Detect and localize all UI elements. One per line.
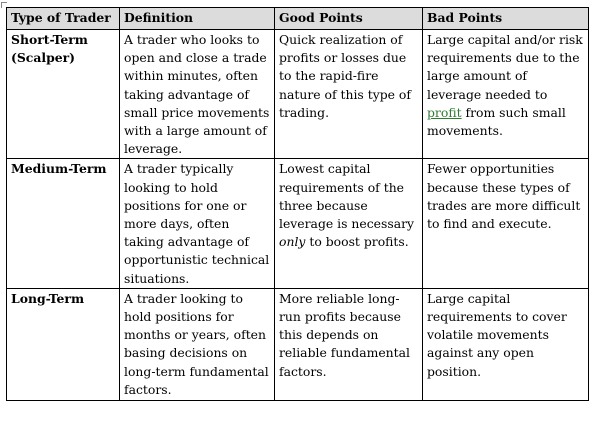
table-row	[7, 159, 589, 288]
cell-good-points: More reliable long-run profits because this depends on reliable fundamental factors.	[275, 288, 423, 400]
header-bad-points: Bad Points	[423, 8, 589, 30]
bad-text-before: Large capital and/or risk requirements due to the large amount of leverage needed to	[427, 32, 583, 102]
profit-link[interactable]: profit	[427, 104, 462, 120]
cell-type: Medium-Term	[7, 159, 120, 288]
bad-text-after: from such small movements.	[427, 104, 566, 139]
cell-definition: A trader looking to hold positions for months or years, often basing decisions on long-term fundamental factors.	[120, 288, 275, 400]
table-row	[7, 288, 589, 400]
header-good-points: Good Points	[275, 8, 423, 30]
table-header-row	[7, 8, 589, 30]
trader-comparison-table	[6, 7, 589, 401]
header-type: Type of Trader	[7, 8, 120, 30]
cell-definition: A trader who looks to open and close a trade within minutes, often taking advantage of small price movements with a large amount of leverage.	[120, 30, 275, 159]
cell-type: Short-Term (Scalper)	[7, 30, 120, 159]
cell-bad-points: Fewer opportunities because these types of trades are more difficult to find and execute.	[423, 159, 589, 288]
cell-good-points	[275, 159, 423, 288]
cell-definition: A trader typically looking to hold positions for one or more days, often taking advantage of opportunistic technical situations.	[120, 159, 275, 288]
good-text-after: to boost profits.	[305, 234, 409, 250]
header-definition: Definition	[120, 8, 275, 30]
cell-bad-points	[423, 30, 589, 159]
cell-bad-points: Large capital requirements to cover volatile movements against any open position.	[423, 288, 589, 400]
cell-type: Long-Term	[7, 288, 120, 400]
good-text-before: Lowest capital requirements of the three because leverage is necessary	[279, 161, 415, 232]
good-emphasis: only	[279, 234, 306, 250]
table-row	[7, 30, 589, 159]
cell-good-points: Quick realization of profits or losses due to the rapid-fire nature of this type of trading.	[275, 30, 423, 159]
